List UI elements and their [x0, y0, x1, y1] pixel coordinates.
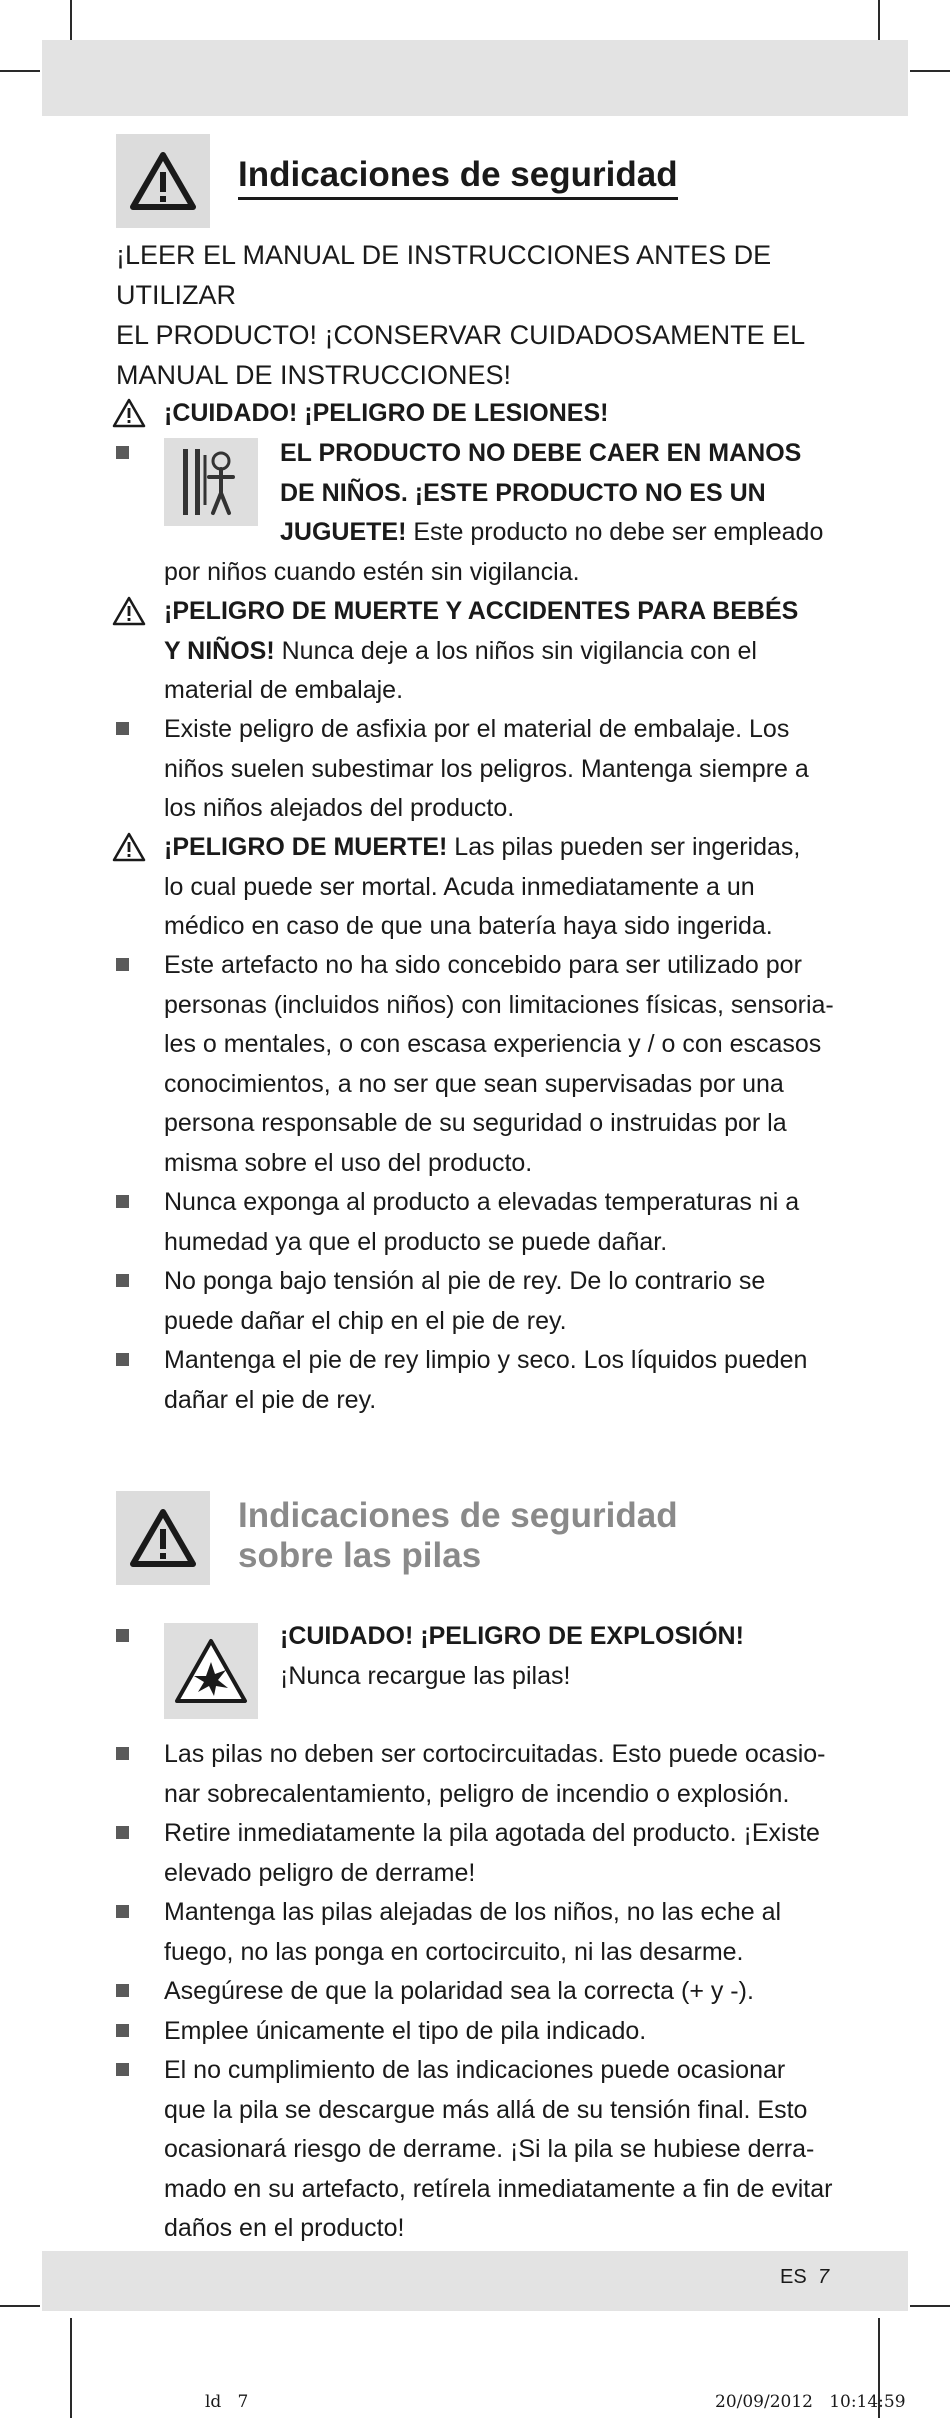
warning-death-babies [164, 592, 864, 711]
bullet-line: puede dañar el chip en el pie de rey. [164, 1306, 567, 1335]
bullet-line: dañar el pie de rey. [164, 1385, 377, 1414]
bullet-line: mado en su artefacto, retírela inmediatamente a fin de evitar [164, 2174, 833, 2203]
bullet-item [164, 1893, 864, 1972]
bullet-square [116, 1629, 129, 1642]
section-title-batteries [238, 1496, 678, 1576]
section-title-safety: Indicaciones de seguridad [238, 155, 678, 200]
children-warning-item [164, 434, 854, 592]
bullet-line: Retire inmediatamente la pila agotada del producto. ¡Existe [164, 1819, 820, 1847]
warning-bold-line: ¡PELIGRO DE MUERTE Y ACCIDENTES PARA BEBÉS [164, 597, 799, 625]
bullet-square [116, 958, 129, 971]
intro-line: ¡LEER EL MANUAL DE INSTRUCCIONES ANTES DE UTILIZAR [116, 240, 772, 310]
bullet-item [164, 1183, 864, 1262]
bullet-line: conocimientos, a no ser que sean supervisadas por una [164, 1069, 784, 1098]
bullet-square [116, 446, 129, 459]
warning-injury [164, 394, 854, 434]
bullet-square [116, 2063, 129, 2076]
bullet-line: les o mentales, o con escasa experiencia y / o con escasos [164, 1030, 822, 1058]
children-rest-line: Este producto no debe ser empleado [406, 518, 824, 546]
bullet-square [116, 1195, 129, 1208]
bullet-item [164, 2012, 864, 2052]
bullet-line: nar sobrecalentamiento, peligro de incendio o explosión. [164, 1779, 790, 1808]
warning-icon-box [116, 1491, 210, 1585]
bullet-line: que la pila se descargue más allá de su tensión final. Esto [164, 2095, 808, 2124]
footer-page-number: 7 [818, 2266, 830, 2288]
bullet-item [164, 2051, 864, 2249]
warning-icon-box [116, 134, 210, 228]
crop-mark [878, 0, 880, 40]
bullet-line: fuego, no las ponga en cortocircuito, ni las desarme. [164, 1937, 744, 1966]
crop-mark [70, 2318, 72, 2418]
bullet-line: persona responsable de su seguridad o instruidas por la [164, 1109, 787, 1137]
print-slug-left: ld 7 [205, 2392, 249, 2412]
bullet-line: No ponga bajo tensión al pie de rey. De lo contrario se [164, 1267, 766, 1295]
bullet-line: los niños alejados del producto. [164, 794, 515, 822]
bullet-line: niños suelen subestimar los peligros. Mantenga siempre a [164, 754, 809, 783]
bullet-line: El no cumplimiento de las indicaciones puede ocasionar [164, 2056, 786, 2084]
warning-triangle-icon [130, 1509, 196, 1567]
intro-line: EL PRODUCTO! ¡CONSERVAR CUIDADOSAMENTE EL [116, 320, 806, 350]
warning-injury-text: ¡CUIDADO! ¡PELIGRO DE LESIONES! [164, 399, 609, 427]
bullet-item [164, 1814, 864, 1893]
explosion-rest-line: ¡Nunca recargue las pilas! [280, 1661, 571, 1690]
children-bold-line: JUGUETE! [280, 518, 407, 546]
bullet-line: Nunca exponga al producto a elevadas temperaturas ni a [164, 1188, 800, 1216]
bullet-line: Existe peligro de asfixia por el material de embalaje. Los [164, 715, 790, 743]
crop-mark [0, 70, 40, 72]
bullet-line: Mantenga el pie de rey limpio y seco. Los líquidos pueden [164, 1346, 808, 1374]
bullet-item [164, 1262, 864, 1341]
bullet-square [116, 1984, 129, 1997]
bullet-line: Asegúrese de que la polaridad sea la correcta (+ y -). [164, 1977, 754, 2005]
bullet-square [116, 1747, 129, 1760]
intro-line: MANUAL DE INSTRUCCIONES! [116, 360, 512, 390]
children-rest-line: por niños cuando estén sin vigilancia. [164, 557, 580, 586]
warning-rest-line: Nunca deje a los niños sin vigilancia con el [274, 636, 757, 665]
bullet-line: elevado peligro de derrame! [164, 1858, 476, 1887]
intro-text [116, 235, 846, 395]
explosion-pictogram [164, 1623, 258, 1719]
bullet-square [116, 722, 129, 735]
crop-mark [0, 2305, 40, 2307]
warning-triangle-icon [112, 398, 146, 428]
warning-triangle-icon [112, 596, 146, 626]
explosion-warning-item [164, 1617, 864, 1696]
crop-mark [70, 0, 72, 40]
warning-triangle-icon [130, 152, 196, 210]
warning-death-batteries [164, 828, 864, 947]
bullet-square [116, 1826, 129, 1839]
section-title-line: sobre las pilas [238, 1536, 482, 1575]
warning-rest-line: material de embalaje. [164, 676, 404, 704]
section-title-line: Indicaciones de seguridad [238, 1496, 678, 1535]
warning-rest-line: Las pilas pueden ser ingeridas, [447, 833, 801, 861]
bullet-line: Este artefacto no ha sido concebido para ser utilizado por [164, 951, 802, 979]
explosion-bold-line: ¡CUIDADO! ¡PELIGRO DE EXPLOSIÓN! [280, 1622, 744, 1650]
bullet-item [164, 710, 864, 829]
crop-mark [910, 70, 950, 72]
bullet-square [116, 2024, 129, 2037]
bullet-line: Las pilas no deben ser cortocircuitadas. Esto puede ocasio- [164, 1740, 826, 1768]
header-band [42, 40, 908, 116]
crop-mark [910, 2305, 950, 2307]
bullet-line: Mantenga las pilas alejadas de los niños, no las eche al [164, 1898, 782, 1926]
footer-band [42, 2251, 908, 2311]
bullet-line: humedad ya que el producto se puede dañar. [164, 1227, 668, 1256]
explosion-icon [174, 1638, 248, 1704]
children-bold-line: EL PRODUCTO NO DEBE CAER EN MANOS [280, 439, 802, 467]
bullet-line: daños en el producto! [164, 2214, 405, 2242]
warning-triangle-icon [112, 832, 146, 862]
warning-rest-line: médico en caso de que una batería haya sido ingerida. [164, 912, 773, 940]
child-pictogram [164, 438, 258, 526]
bullet-item [164, 1735, 864, 1814]
warning-rest-line: lo cual puede ser mortal. Acuda inmediatamente a un [164, 872, 755, 901]
child-safety-icon [175, 445, 247, 519]
bullet-item [164, 1972, 864, 2012]
bullet-line: misma sobre el uso del producto. [164, 1148, 533, 1177]
warning-bold-line: ¡PELIGRO DE MUERTE! [164, 833, 448, 861]
bullet-square [116, 1274, 129, 1287]
bullet-square [116, 1905, 129, 1918]
bullet-square [116, 1353, 129, 1366]
bullet-line: personas (incluidos niños) con limitaciones físicas, sensoria- [164, 990, 834, 1019]
bullet-line: ocasionará riesgo de derrame. ¡Si la pila se hubiese derra- [164, 2135, 815, 2163]
bullet-line: Emplee únicamente el tipo de pila indicado. [164, 2017, 647, 2045]
children-bold-line: DE NIÑOS. ¡ESTE PRODUCTO NO ES UN [280, 478, 766, 507]
footer-language: ES [780, 2266, 807, 2288]
warning-bold-line: Y NIÑOS! [164, 636, 275, 665]
bullet-item [164, 1341, 864, 1420]
print-slug-right: 20/09/2012 10:14:59 [715, 2392, 906, 2412]
bullet-item [164, 946, 864, 1183]
